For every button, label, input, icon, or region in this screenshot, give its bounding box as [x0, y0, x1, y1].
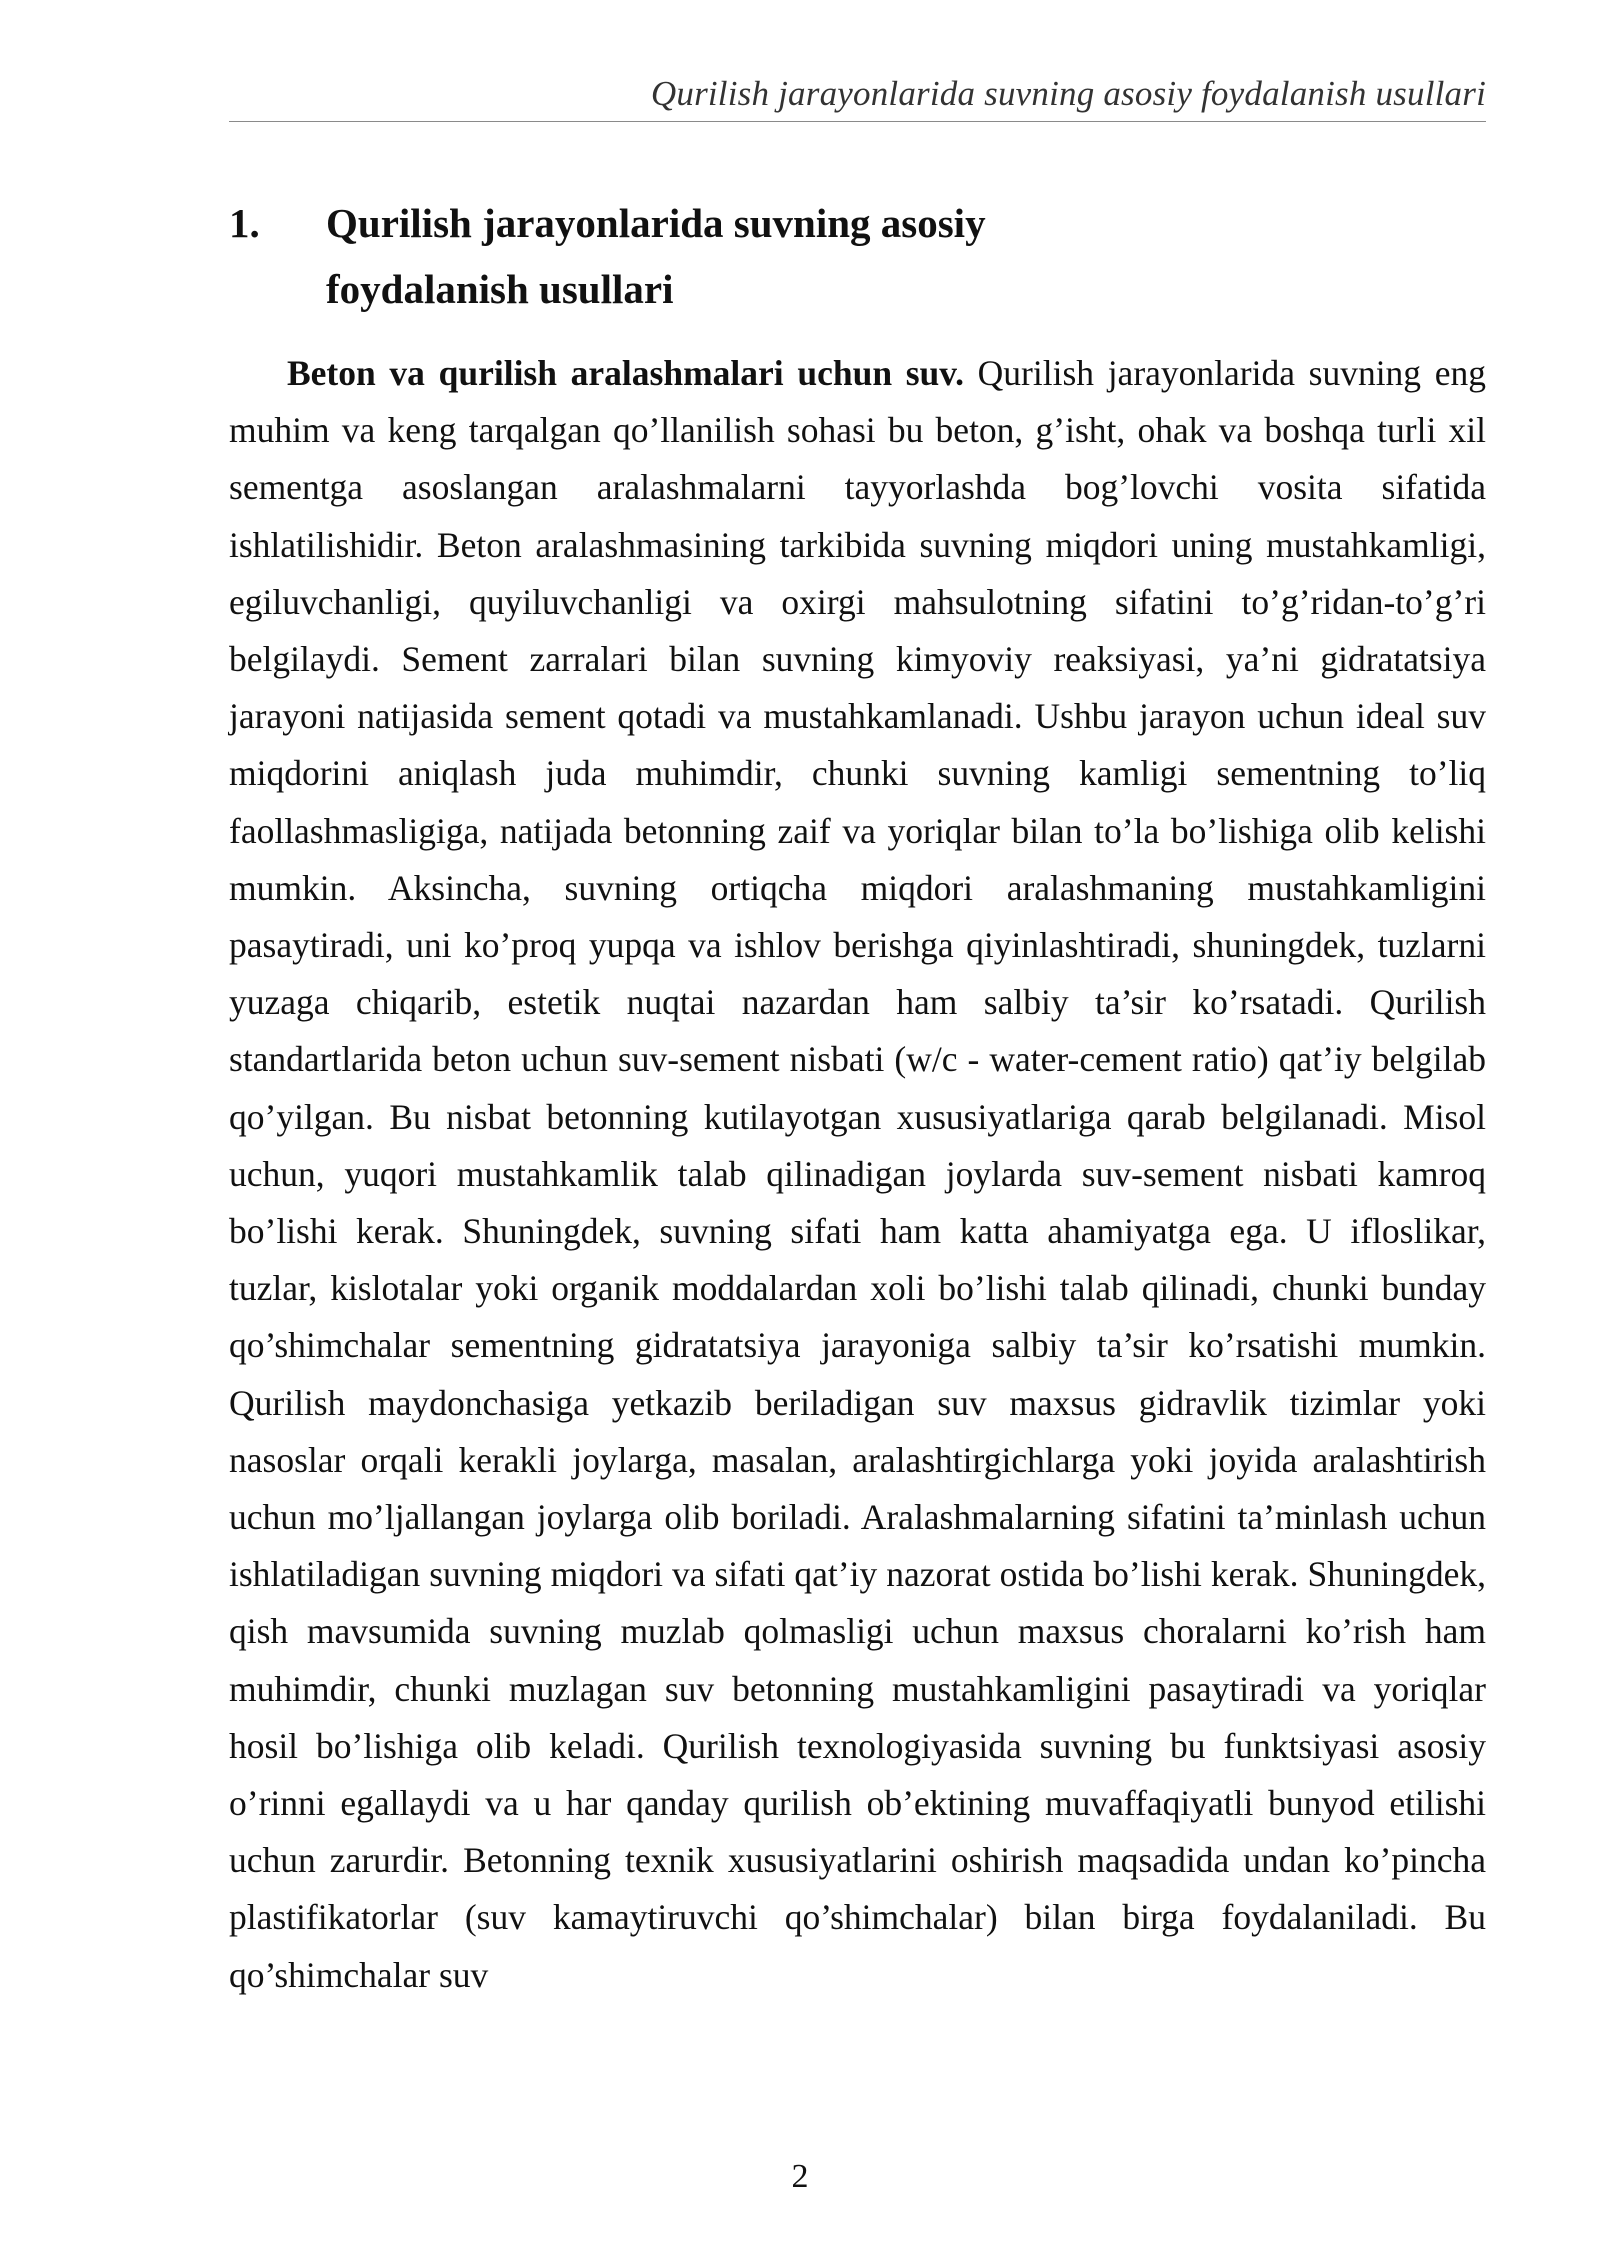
body-paragraph [229, 345, 1486, 2004]
section-title: Qurilish jarayonlarida suvning asosiy foydalanish usullari [326, 200, 986, 312]
section-number: 1. [229, 200, 260, 246]
paragraph-lead: Beton va qurilish aralashmalari uchun suv. [287, 353, 964, 393]
running-header: Qurilish jarayonlarida suvning asosiy foydalanish usullari [650, 74, 1486, 113]
paragraph-text: Qurilish jarayonlarida suvning eng muhim va keng tarqalgan qo’llanilish sohasi bu beton, g’isht, ohak va boshqa turli xil sementga asoslangan aralashmalarni tayyorlashda bog’lovchi vosita sifatida ishlatilishidir. Beton aralashmasining tarkibida suvning miqdori uning mustahkamligi, egiluvchanligi, quyiluvchanligi va oxirgi mahsulotning sifatini to’g’ridan-to’g’ri belgilaydi. Sement zarralari bilan suvning kimyoviy reaksiyasi, ya’ni gidratatsiya jarayoni natijasida sement qotadi va mustahkamlanadi. Ushbu jarayon uchun ideal suv miqdorini aniqlash juda muhimdir, chunki suvning kamligi sementning to’liq faollashmasligiga, natijada betonning zaif va yoriqlar bilan to’la bo’lishiga olib kelishi mumkin. Aksincha, suvning ortiqcha miqdori aralashmaning mustahkamligini pasaytiradi, uni ko’proq yupqa va ishlov berishga qiyinlashtiradi, shuningdek, tuzlarni yuzaga chiqarib, estetik nuqtai nazardan ham salbiy ta’sir ko’rsatadi. Qurilish standartlarida beton uchun suv-sement nisbati (w/c - water-cement ratio) qat’iy belgilab qo’yilgan. Bu nisbat betonning kutilayotgan xususiyatlariga qarab belgilanadi. Misol uchun, yuqori mustahkamlik talab qilinadigan joylarda suv-sement nisbati kamroq bo’lishi kerak. Shuningdek, suvning sifati ham katta ahamiyatga ega. U ifloslikar, tuzlar, kislotalar yoki organik moddalardan xoli bo’lishi talab qilinadi, chunki bunday qo’shimchalar sementning gidratatsiya jarayoniga salbiy ta’sir ko’rsatishi mumkin. Qurilish maydonchasiga yetkazib beriladigan suv maxsus gidravlik tizimlar yoki nasoslar orqali kerakli joylarga, masalan, aralashtirgichlarga yoki joyida aralashtirish uchun mo’ljallangan joylarga olib boriladi. Aralashmalarning sifatini ta’minlash uchun ishlatiladigan suvning miqdori va sifati qat’iy nazorat ostida bo’lishi kerak. Shuningdek, qish mavsumida suvning muzlab qolmasligi uchun maxsus choralarni ko’rish ham muhimdir, chunki muzlagan suv betonning mustahkamligini pasaytiradi va yoriqlar hosil bo’lishiga olib keladi. Qurilish texnologiyasida suvning bu funktsiyasi asosiy o’rinni egallaydi va u har qanday qurilish ob’ektining muvaffaqiyatli bunyod etilishi uchun zarurdir. Betonning texnik xususiyatlarini oshirish maqsadida undan ko’pincha plastifikatorlar (suv kamaytiruvchi qo’shimchalar) bilan birga foydalaniladi. Bu qo’shimchalar suv [229, 353, 1486, 1995]
page-number: 2 [791, 2158, 809, 2195]
header-divider [229, 121, 1486, 122]
